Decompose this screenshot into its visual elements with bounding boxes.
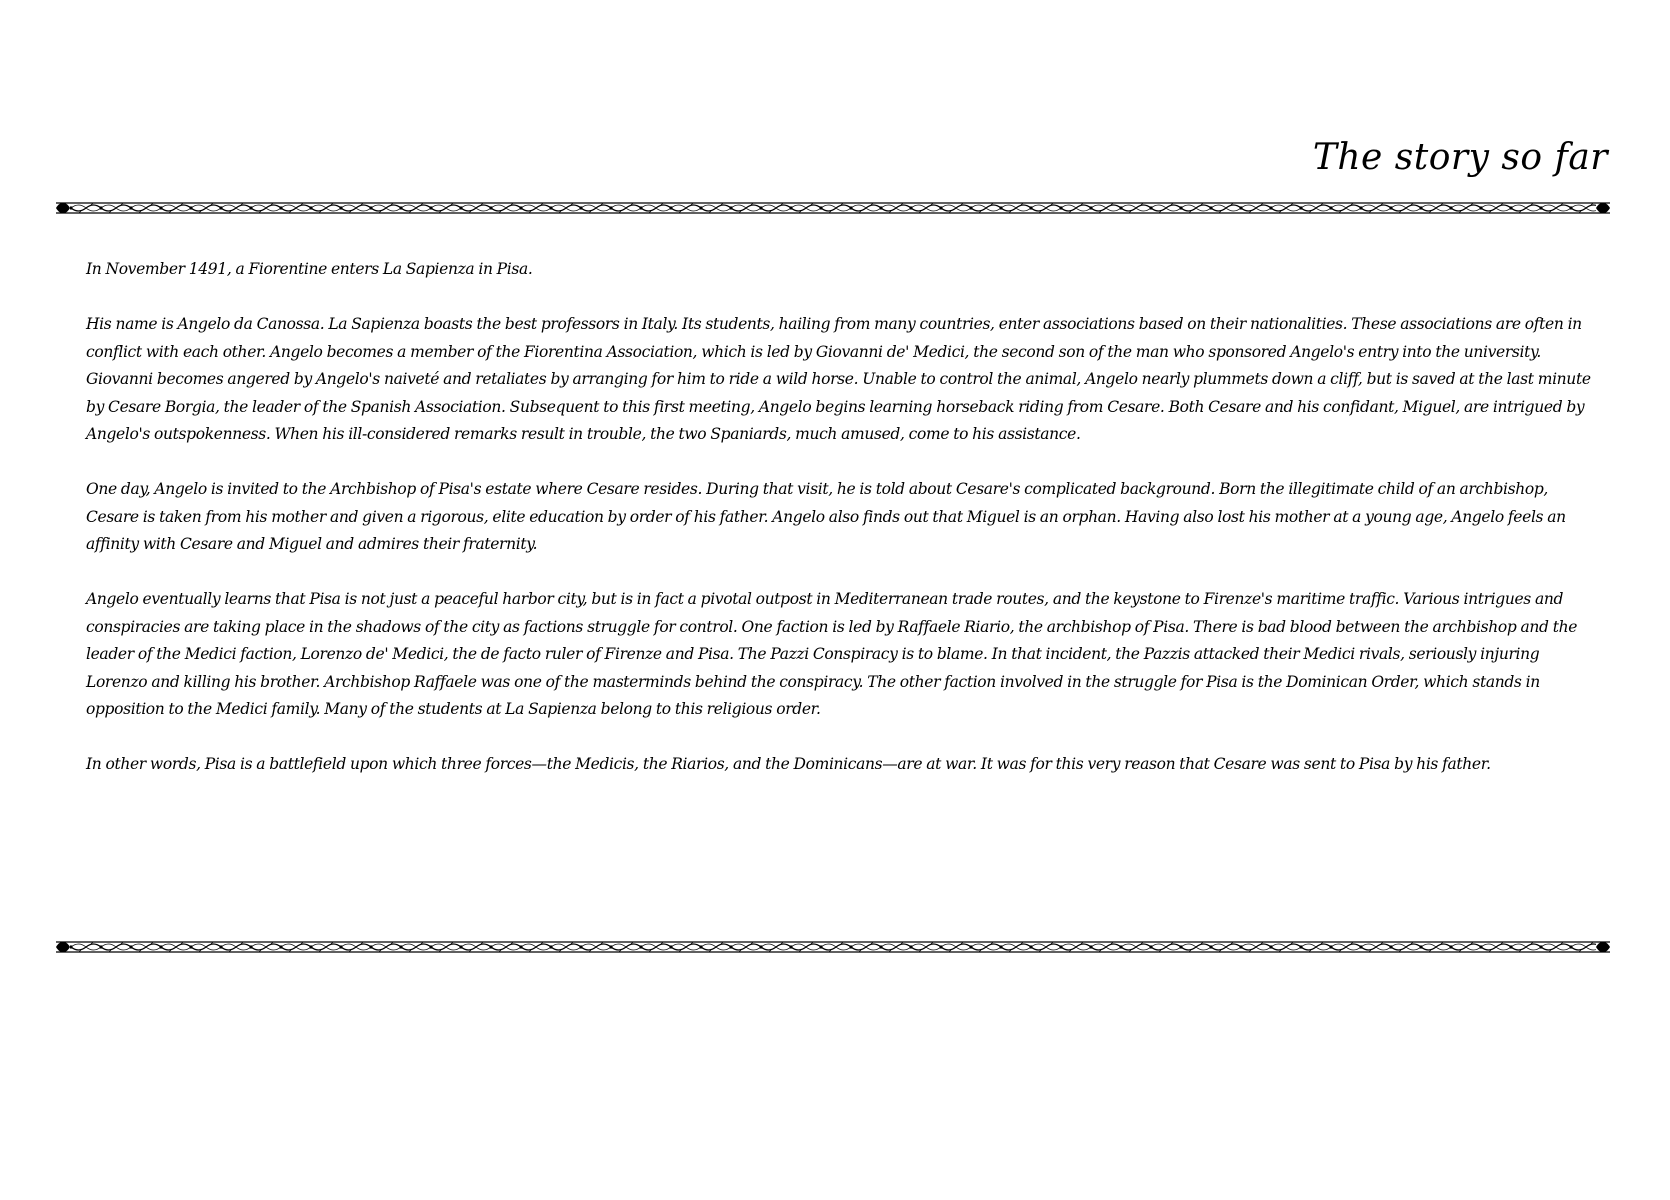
paragraph-intro: In November 1491, a Fiorentine enters La Sapienza in Pisa. (86, 260, 533, 278)
paragraph-angelo-background: His name is Angelo da Canossa. La Sapienza boasts the best professors in Italy. Its students, hailing from many countries, enter associations based on their nationalities. These associations are often in conflict with each other. Angelo becomes a member of the Fiorentina Association, which is led by Giovanni de' Medici, the second son of the man who sponsored Angelo's entry into the university. Giovanni becomes angered by Angelo's naiveté and retaliates by arranging for him to ride a wild horse. Unable to control the animal, Angelo nearly plummets down a cliff, but is saved at the last minute by Cesare Borgia, the leader of the Spanish Association. Subsequent to this first meeting, Angelo begins learning horseback riding from Cesare. Both Cesare and his confidant, Miguel, are intrigued by Angelo's outspokenness. When his ill-considered remarks result in trouble, the two Spaniards, much amused, come to his assistance. (86, 315, 1591, 443)
paragraph-pisa-factions: Angelo eventually learns that Pisa is not just a peaceful harbor city, but is in fact a pivotal outpost in Mediterranean trade routes, and the keystone to Firenze's maritime traffic. Various intrigues and conspiracies are taking place in the shadows of the city as factions struggle for control. One faction is led by Raffaele Riario, the archbishop of Pisa. There is bad blood between the archbishop and the leader of the Medici faction, Lorenzo de' Medici, the de facto ruler of Firenze and Pisa. The Pazzi Conspiracy is to blame. In that incident, the Pazzis attacked their Medici rivals, seriously injuring Lorenzo and killing his brother. Archbishop Raffaele was one of the masterminds behind the conspiracy. The other faction involved in the struggle for Pisa is the Dominican Order, which stands in opposition to the Medici family. Many of the students at La Sapienza belong to this religious order. (86, 590, 1578, 718)
paragraph-conclusion: In other words, Pisa is a battlefield upon which three forces—the Medicis, the Riarios, and the Dominicans—are at war. It was for this very reason that Cesare was sent to Pisa by his father. (86, 755, 1491, 773)
top-ornamental-border (56, 201, 1610, 215)
story-summary (86, 256, 1591, 806)
page-title: The story so far (1312, 137, 1608, 178)
paragraph-archbishop-visit: One day, Angelo is invited to the Archbishop of Pisa's estate where Cesare resides. During that visit, he is told about Cesare's complicated background. Born the illegitimate child of an archbishop, Cesare is taken from his mother and given a rigorous, elite education by order of his father. Angelo also finds out that Miguel is an orphan. Having also lost his mother at a young age, Angelo feels an affinity with Cesare and Miguel and admires their fraternity. (86, 480, 1566, 553)
bottom-ornamental-border (56, 940, 1610, 954)
